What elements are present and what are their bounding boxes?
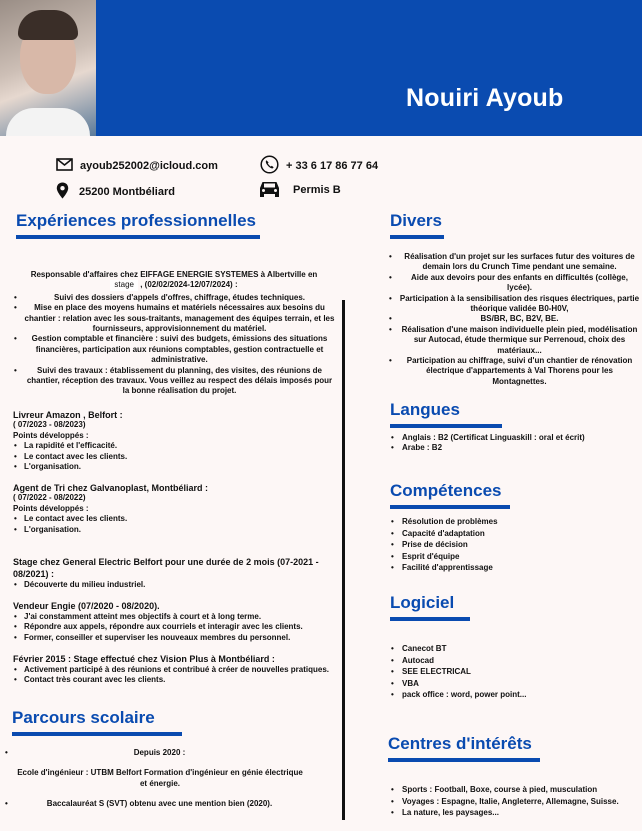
divers-underline [390,235,444,239]
experiences-underline [16,235,260,239]
list-item: • Capacité d'adaptation [390,528,610,540]
langues-heading: Langues [390,400,460,419]
list-item: • Autocad [390,655,610,667]
list-item: • Contact très courant avec les clients. [13,675,333,685]
license-text: Permis B [293,184,341,196]
list-item: • Activement participé à des réunions et contribué à créer de nouvelles pratiques. [13,665,333,675]
list-item: • Participation à la sensibilisation des risques électriques, partie théorique validée B0-H0V, [388,294,640,315]
experience-vision-plus [13,653,333,686]
list-item: • SEE ELECTRICAL [390,666,610,678]
logiciel-block [390,643,610,701]
email-text: ayoub252002@icloud.com [80,160,218,172]
experience-dates: ( 07/2022 - 08/2022) [13,493,86,503]
car-icon [258,180,281,200]
experience-engie [13,600,333,643]
list-item: • Répondre aux appels, répondre aux courriels et interagir avec les clients. [13,622,333,632]
divers-heading: Divers [390,211,442,230]
interets-block [390,784,635,819]
list-item: • La nature, les paysages... [390,807,635,819]
education-heading: Parcours scolaire [12,708,155,727]
interets-heading: Centres d'intérêts [388,734,532,753]
education-block [4,748,304,810]
competences-underline [390,505,510,509]
experience-title: Vendeur Engie (07/2020 - 08/2020). [13,601,160,611]
competences-block [390,516,610,574]
phone-icon [260,155,279,177]
list-item: • Suivi des travaux : établissement du planning, des visites, des réunions de chantier, réception des travaux. Vous veillez au respect des délais imposés pour la bonne réalisation du projet. [13,366,335,397]
contact-email[interactable] [56,158,218,174]
list-item: • Anglais : B2 (Certificat Linguaskill : oral et écrit) [390,433,590,443]
points-label: Points développés : [13,503,89,513]
experience-title: Livreur Amazon , Belfort : [13,410,123,420]
education-detail: Ecole d'ingénieur : UTBM Belfort Formation d'ingénieur en génie électrique et énergie. [17,768,303,788]
list-item: • Le contact avec les clients. [13,452,333,462]
experience-dates: ( 07/2023 - 08/2023) [13,420,86,430]
divider-line [342,300,345,820]
experience-eiffage [13,270,335,397]
education-item: • Baccalauréat S (SVT) obtenu avec une mention bien (2020). [4,799,304,809]
list-item: • La rapidité et l'efficacité. [13,441,333,451]
list-item: • Esprit d'équipe [390,551,610,563]
list-item: • Mise en place des moyens humains et matériels nécessaires aux besoins du chantier : relation avec les sous-traitants, management des équipes terrain, et les fournisseurs, approvisionnement du matériel. [13,303,335,334]
phone-text: + 33 6 17 86 77 64 [286,160,379,172]
contact-license [258,180,341,200]
interets-underline [388,758,540,762]
list-item: • Canecot BT [390,643,610,655]
education-item: • Depuis 2020 : [4,748,304,758]
profile-photo [0,0,96,136]
points-label: Points développés : [13,430,89,440]
location-pin-icon [56,182,69,202]
header-banner [0,0,642,136]
experience-title: Responsable d'affaires chez EIFFAGE ENERGIE SYSTEMES à Albertville en stage , (02/02/2024-12/07/2024) : [30,270,318,290]
langues-underline [390,424,502,428]
experience-galvanoplast [13,483,333,535]
langues-block [390,433,590,454]
list-item: • Découverte du milieu industriel. [13,580,333,590]
experiences-heading: Expériences professionnelles [16,211,256,230]
envelope-icon [56,158,73,174]
list-item: • BS/BR, BC, B2V, BE. [388,314,640,324]
list-item: • Participation au chiffrage, suivi d'un chantier de rénovation électrique d'appartements à Val Thorens pour les Montagnettes. [388,356,640,387]
list-item: • Gestion comptable et financière : suivi des budgets, émissions des situations financières, participation aux réunions comptables, gestion contractuelle et administrative. [13,334,335,365]
list-item: • Former, conseiller et superviser les nouveaux membres du personnel. [13,633,333,643]
list-item: • J'ai constamment atteint mes objectifs à court et à long terme. [13,612,333,622]
list-item: • Réalisation d'une maison individuelle plein pied, modélisation sur Autocad, étude thermique sur Perrenoud, choix des matériaux... [388,325,640,356]
list-item: • L'organisation. [13,525,333,535]
list-item: • Suivi des dossiers d'appels d'offres, chiffrage, études techniques. [13,293,335,303]
experience-title: Agent de Tri chez Galvanoplast, Montbéliard : [13,483,209,493]
logiciel-heading: Logiciel [390,593,455,612]
location-text: 25200 Montbéliard [79,186,175,198]
logiciel-underline [390,617,470,621]
experience-general-electric [13,556,333,590]
list-item: • Arabe : B2 [390,443,590,453]
list-item: • Voyages : Espagne, Italie, Angleterre, Allemagne, Suisse. [390,796,635,808]
experience-amazon [13,410,333,472]
list-item: • Aide aux devoirs pour des enfants en difficultés (collège, lycée). [388,273,640,294]
list-item: • Facilité d'apprentissage [390,562,610,574]
list-item: • L'organisation. [13,462,333,472]
list-item: • pack office : word, power point... [390,689,610,701]
contact-location [56,182,175,202]
divers-block [388,252,640,387]
experience-title: Février 2015 : Stage effectué chez Vision Plus à Montbéliard : [13,654,275,664]
candidate-name: Nouiri Ayoub [406,84,564,112]
contact-phone[interactable] [260,155,378,177]
education-underline [12,732,182,736]
competences-heading: Compétences [390,481,502,500]
list-item: • Réalisation d'un projet sur les surfaces futur des voitures de demain lors du Crunch Time pendant une semaine. [388,252,640,273]
list-item: • VBA [390,678,610,690]
experience-title: Stage chez General Electric Belfort pour une durée de 2 mois (07-2021 - 08/2021) : [13,557,319,579]
list-item: • Le contact avec les clients. [13,514,333,524]
list-item: • Prise de décision [390,539,610,551]
list-item: • Sports : Football, Boxe, course à pied, musculation [390,784,635,796]
list-item: • Résolution de problèmes [390,516,610,528]
